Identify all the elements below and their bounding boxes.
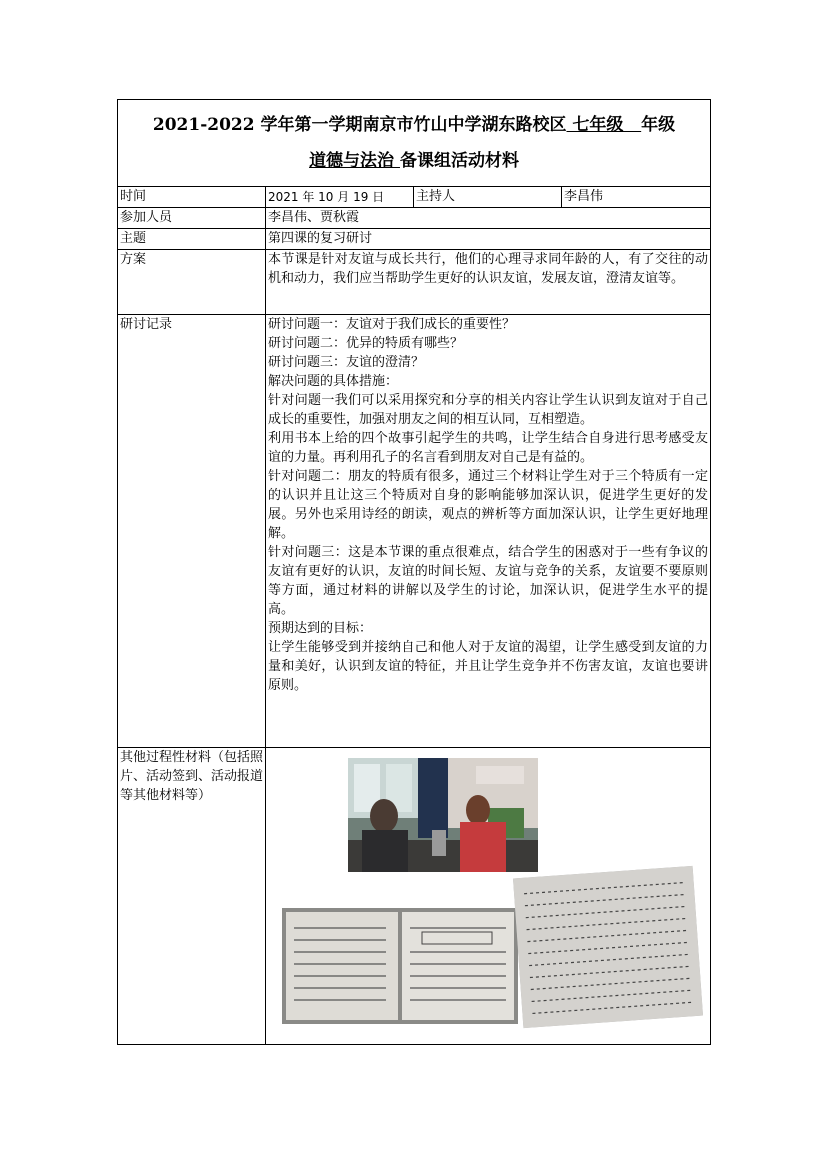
title-grade-suffix: 年级 [641, 115, 676, 135]
meeting-photo [348, 758, 538, 872]
host-value: 李昌伟 [562, 187, 711, 208]
activity-record-table [117, 99, 711, 1045]
time-label: 时间 [118, 187, 266, 208]
record-line: 针对问题一我们可以采用探究和分享的相关内容让学生认识到友谊对于自己成长的重要性，加强对朋友之间的相互认同，互相塑造。 [268, 393, 709, 427]
record-line: 解决问题的具体措施： [268, 374, 399, 389]
record-line: 让学生能够受到并接纳自己和他人对于友谊的渴望，让学生感受到友谊的力量和美好，认识到友谊的特征，并且让学生竞争并不伤害友谊，友谊也要讲原则。 [268, 640, 709, 693]
participants-label: 参加人员 [118, 208, 266, 229]
plan-value: 本节课是针对友谊与成长共行，他们的心理寻求同年龄的人，有了交往的动机和动力，我们应当帮助学生更好的认识友谊，发展友谊，澄清友谊等。 [266, 250, 711, 315]
document-title [118, 100, 711, 187]
participants-value: 李昌伟、贾秋霞 [266, 208, 711, 229]
other-materials-label: 其他过程性材料（包括照片、活动签到、活动报道等其他材料等） [118, 748, 266, 1045]
record-line: 预期达到的目标： [268, 621, 373, 636]
record-content [266, 315, 711, 748]
record-label: 研讨记录 [118, 315, 266, 748]
title-suffix: 备课组活动材料 [399, 151, 519, 171]
document-photo-1 [282, 908, 518, 1024]
plan-label: 方案 [118, 250, 266, 315]
document-photo-2 [513, 866, 703, 1028]
record-line: 研讨问题二：优异的特质有哪些？ [268, 336, 464, 351]
topic-label: 主题 [118, 229, 266, 250]
record-line: 研讨问题三：友谊的澄清？ [268, 355, 425, 370]
title-line-1 [118, 110, 710, 140]
record-line: 针对问题三：这是本节课的重点很难点，结合学生的困惑对于一些有争议的友谊有更好的认识，友谊的时间长短、友谊与竞争的关系，友谊要不要原则等方面，通过材料的讲解以及学生的讨论，加深认识，促进学生水平的提高。 [268, 545, 709, 617]
title-line-2 [118, 146, 710, 176]
host-label: 主持人 [414, 187, 562, 208]
photos-cell [266, 748, 711, 1045]
title-grade: 七年级 [566, 115, 642, 135]
record-line: 利用书本上给的四个故事引起学生的共鸣，让学生结合自身进行思考感受友谊的力量。再利用孔子的名言看到朋友对自己是有益的。 [268, 431, 709, 465]
topic-value: 第四课的复习研讨 [266, 229, 711, 250]
title-subject: 道德与法治 [309, 151, 400, 171]
title-school: 2021-2022 学年第一学期南京市竹山中学湖东路校区 [152, 115, 567, 135]
record-line: 研讨问题一：友谊对于我们成长的重要性？ [268, 317, 516, 332]
time-value: 2021 年 10 月 19 日 [266, 187, 414, 208]
record-line: 针对问题二：朋友的特质有很多，通过三个材料让学生对于三个特质有一定的认识并且让这三个特质对自身的影响能够加深认识，促进学生更好的发展。另外也采用诗经的朗读，观点的辨析等方面加深认识，让学生更好地理解。 [268, 469, 709, 541]
